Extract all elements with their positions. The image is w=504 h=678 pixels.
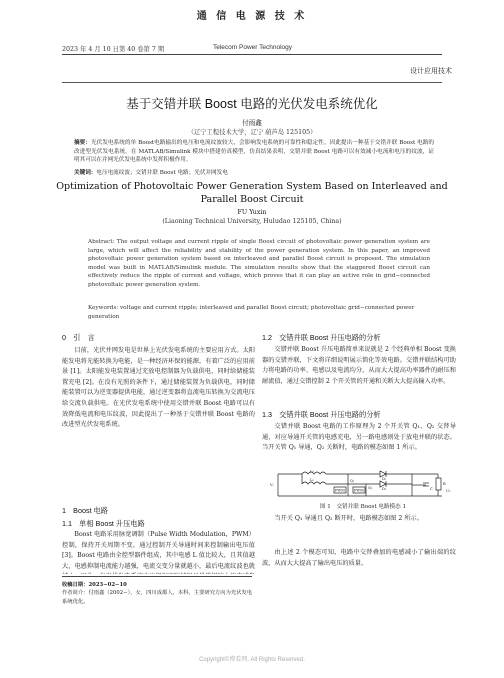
label-d2: D₂ [382, 487, 387, 491]
interleaved-paragraph-2 [262, 422, 456, 454]
modal-text-2: 由上述 2 个模态可知，电路中交替叠加的电感减小了输出端的纹波，从而大大提高了输出电压的质量。 [262, 549, 456, 567]
single-boost-paragraph [62, 530, 255, 574]
footnote-rule [62, 576, 252, 577]
interleaved-paragraph-1 [262, 345, 456, 387]
single-boost-text: Boost 电路采用脉宽调制（Pulse Width Modulation，PWM）控制，保持开关周期不变，通过控制开关导通时间来控制输出电压值 [3]。Boost 电路由全控型器件组成，其中电感 L 值比较大，且其值越大，电感抑制电流能力越强，电流交变分量就越小，最后电流纹波也就 [62, 531, 255, 570]
affiliation-en: (Liaoning Technical University, Huludao 125105, China) [162, 218, 342, 225]
label-q2: Q₂ [368, 486, 373, 490]
modal-text-1: 当开关 Q₁ 导通且 Q₂ 断开时，电路模态如图 2 所示。 [274, 515, 423, 522]
label-r: R [443, 482, 446, 486]
keywords-cn [74, 168, 434, 176]
figure-caption: 图 1 交错并联 Boost 电路模态 1 [319, 504, 407, 510]
abstract-text-cn: 光伏发电系统的单 Boost电路输出的电压和电流纹波较大，会影响发电系统的可靠性和稳定性。因此提出一种基于交错并联 Boost 电路的改进型光伏发电系统。在 MATLAB/Simulink 模块中搭建仿真模型，仿真结果表明，交错并联 Boost 电路可以有效减小电流和电压的纹波，证明其可以在并网光伏发电系统中发挥积极作用。 [74, 140, 434, 164]
heading-boost-circuit: 1 Boost 电路 [62, 506, 108, 515]
resistor-r [436, 478, 441, 490]
label-l2: L₂ [310, 478, 314, 482]
journal-logo: 通 信 电 源 技 术 [196, 11, 308, 22]
heading-single-boost: 1.1 单相 Boost 升压电路 [62, 519, 145, 528]
paper-title-cn: 基于交错并联 Boost 电路的光伏发电系统优化 [126, 97, 378, 111]
label-pwm1: PWM [335, 488, 345, 493]
keywords-label-cn: 关键词： [74, 170, 97, 176]
heading-introduction: 0 引 言 [62, 333, 95, 342]
heading-interleaved-analysis-1: 1.2 交错并联 Boost 升压电路的分析 [262, 333, 381, 342]
label-pwm2: PWM [354, 488, 364, 493]
received-date: 收稿日期：2023−02−10 [62, 582, 127, 588]
inductor-l2 [302, 474, 326, 484]
section-tag: 设计应用技术 [410, 68, 452, 75]
footnote [62, 581, 256, 606]
label-d1: D₁ [382, 477, 387, 481]
abstract-label-cn: 摘要： [74, 140, 91, 146]
journal-name: Telecom Power Technology [213, 44, 293, 51]
inductor-l1 [302, 472, 326, 474]
interleaved-text-2: 交错并联 Boost 电路的工作原理为 2 个开关管 Q₁、Q₂ 交替导通，对应导通开关管的电感充电，另一路电感则处于放电并联的状态。当开关管 Q₁ 导通，Q₂ 关断时，电路的模态如图 1 所示。 [262, 423, 456, 452]
intro-text: 目前，光伏并网发电是世界上光伏发电系统的主要应用方式。太阳能发电将光能转换为电能，是一种经济环保的能源，有着广泛的应用前景 [1]。太阳能发电装置通过充放电控制器为负载供电，同时给储能装置充电 [2]。在没有光照的条件下，通过储能装置为负载供电，同时储能装置可以为逆变器提供电能，通过逆变器将直流电压转换为交流电压给交流负载供电。在光伏发电系统中使用交错并联 Boost 电路可以有效降低电流和电压纹波，因此提出了一种基于交错并联 Boost 电路的改进型光伏发电系统。 [62, 347, 255, 429]
keywords-en: Keywords: voltage and current ripple; interleaved and parallel Boost circuit; photovoltaic grid−connected power generation [88, 305, 415, 320]
affiliation-cn: （辽宁工程技术大学，辽宁 葫芦岛 125105） [187, 129, 317, 136]
circuit-diagram [262, 470, 458, 500]
modal-paragraph-2 [262, 548, 456, 569]
interleaved-text-1: 交错并联 Boost 升压电路简单来说就是 2 个经典单相 Boost 变换器的交错并联，下文将详细说明展示简化等效电路。交错并联结构可助力将电路的功率、电感以及电流均分，从而大大提高功率器件的耐压和耐流值，通过交错控制 2 个开关管的开通和关断大大提高输入功率。 [262, 346, 456, 385]
label-l1: L₁ [310, 470, 314, 473]
label-q1: Q₁ [350, 479, 355, 483]
copyright-watermark: Copyright©博看网. All Rights Reserved. [199, 657, 305, 663]
label-uo: U₀ [446, 489, 451, 493]
abstract-cn [74, 139, 434, 165]
label-c: C [430, 487, 433, 491]
modal-paragraph-1 [262, 514, 456, 525]
header-rule [62, 54, 442, 55]
heading-interleaved-analysis-2: 1.3 交错并联 Boost 升压电路的分析 [262, 410, 381, 419]
issue-date: 2023 年 4 月 10 日第 40 卷第 7 期 [62, 46, 165, 53]
section-rule [62, 82, 442, 83]
author-en: FU Yuxin [237, 209, 267, 216]
abstract-en: Abstract: The output voltage and current ripple of single Boost circuit of photovoltaic power generation system are large, which will affect the reliability and stability of the power generation system. In this paper, an improved photovoltaic power generation system based on interleaved and parallel Boost circuit is proposed. The simulation model was built in MATLAB/Simulink module. The simulation results show that the staggered Boost circuit can effectively reduce the ripple of current and voltage, which proves that it can play an active role in grid−connected photovoltaic power generation system. [88, 239, 430, 288]
paper-title-en: Optimization of Photovoltaic Power Generation System Based on Interleaved and Parallel Boost Circuit [56, 181, 448, 205]
author-cn: 付雨鑫 [242, 119, 262, 127]
author-bio: 作者简介：付雨鑫（2002−），女，四川成都人，本科，主要研究方向为光伏发电系统优化。 [62, 590, 253, 605]
intro-paragraph [62, 346, 255, 431]
keywords-text-cn: 电压电流纹波；交错并联 Boost 电路；光伏并网发电 [96, 170, 228, 176]
label-vs: Vₛ [270, 483, 274, 487]
